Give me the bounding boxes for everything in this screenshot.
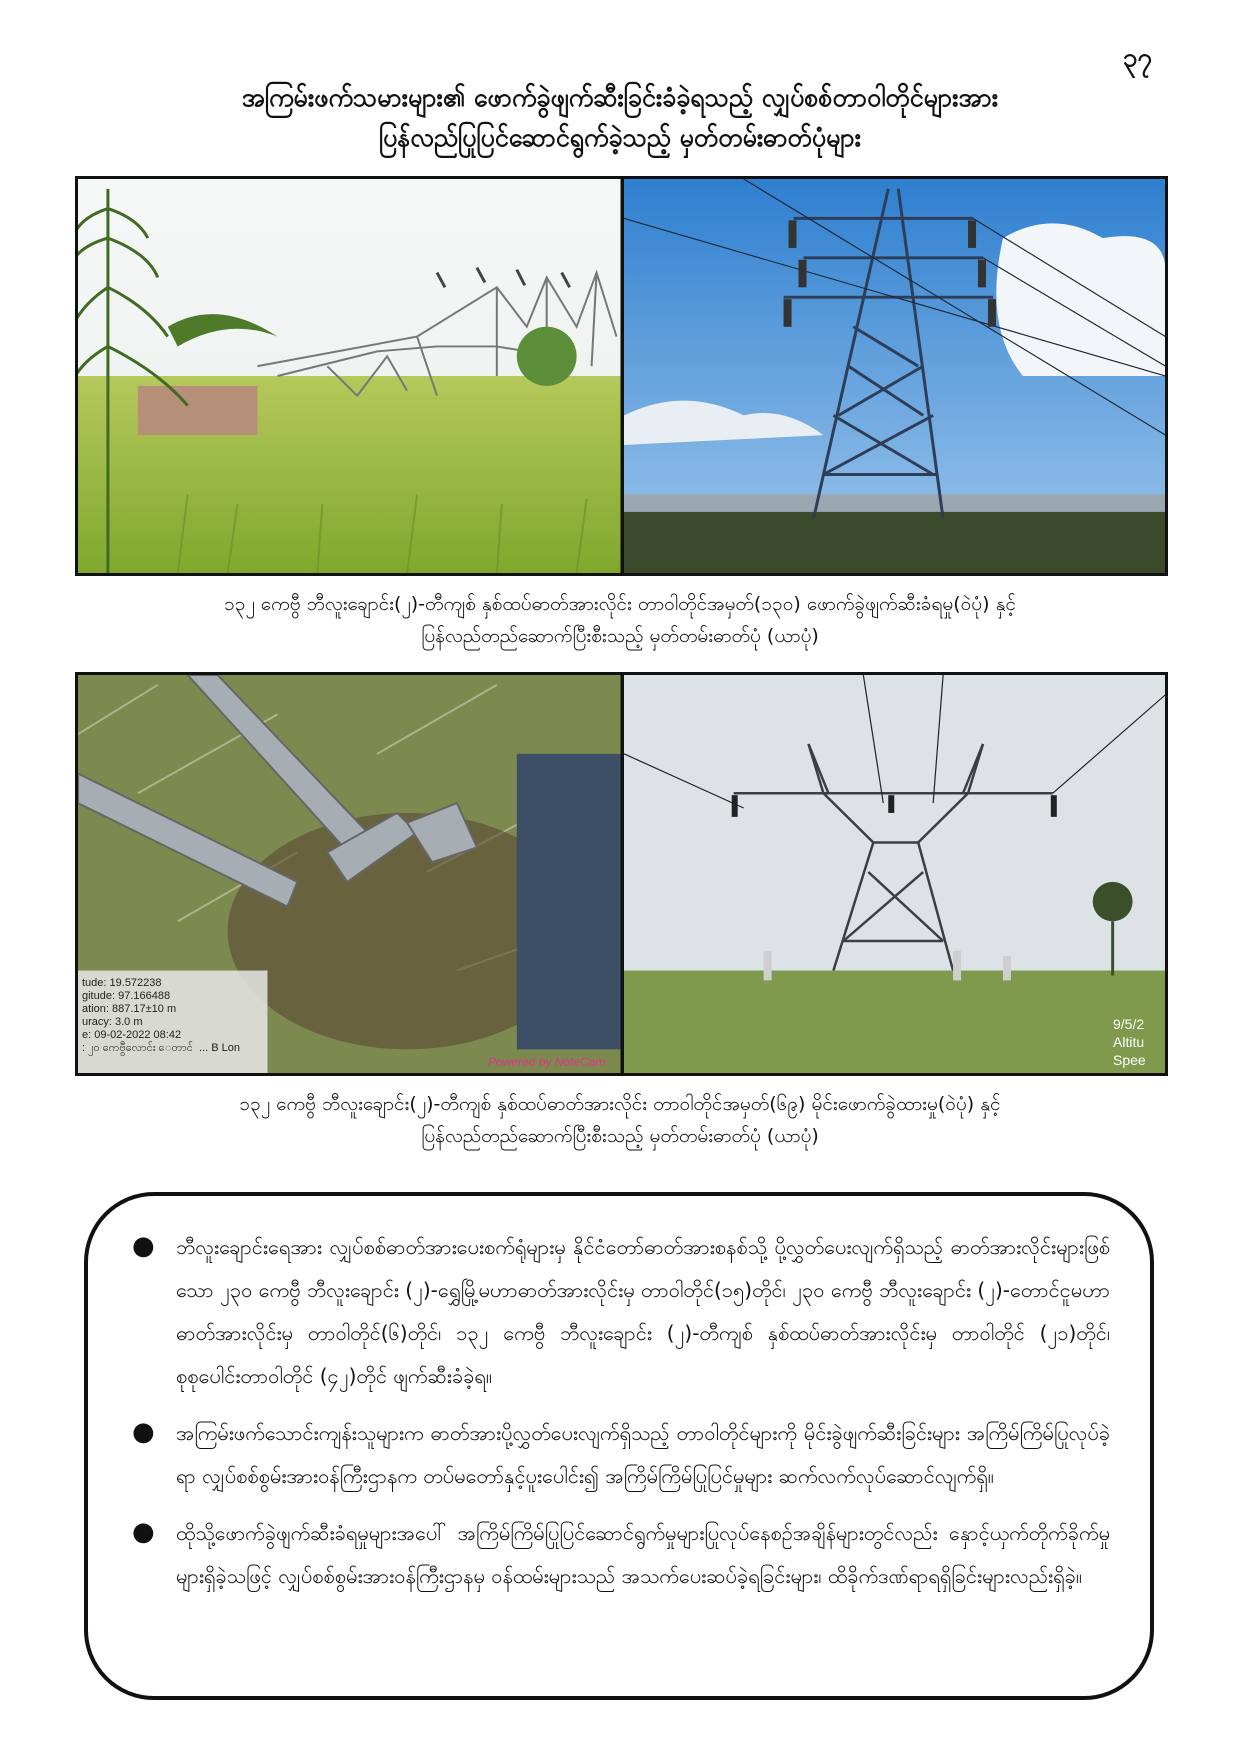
bullet-dot-icon: ● xyxy=(132,1517,155,1547)
photo-collapsed-tower xyxy=(78,179,624,573)
photo-row-2 xyxy=(75,672,1168,1076)
gps-line: uracy: 3.0 m xyxy=(82,1016,143,1028)
page-number: ၃၇ xyxy=(1122,43,1152,73)
page-title xyxy=(120,78,1120,158)
bullet-item xyxy=(128,1226,1110,1398)
stamp-line: Spee xyxy=(1113,1052,1146,1068)
gps-line: tude: 19.572238 xyxy=(82,977,162,989)
caption-2 xyxy=(100,1088,1140,1152)
gps-line: e: 09-02-2022 08:42 xyxy=(82,1029,182,1041)
bullet-dot-icon: ● xyxy=(132,1231,155,1261)
gps-line: ation: 887.17±10 m xyxy=(82,1003,177,1015)
photo-row-1 xyxy=(75,176,1168,576)
photo-rebuilt-tower-2 xyxy=(624,675,1166,1073)
stamp-line: Altitu xyxy=(1113,1034,1145,1050)
bullet-text: အကြမ်းဖက်သောင်းကျန်းသူများက ဓာတ်အားပို့လွှတ်ပေးလျက်ရှိသည့် တာဝါတိုင်များကို မိုင်းခွဲဖျက်ဆီးခြင်းများ အကြိမ်ကြိမ်ပြုလုပ်ခဲ့ရာ လျှပ်စစ်စွမ်းအားဝန်ကြီးဌာနက တပ်မတော်နှင့်ပူးပေါင်း၍ အကြိမ်ကြိမ်ပြုပြင်မှုများ ဆက်လက်လုပ်ဆောင်လျက်ရှိ။ xyxy=(176,1421,1110,1488)
photo-damaged-tower-leg xyxy=(78,675,624,1073)
caption-1-line-2: ပြန်လည်တည်ဆောက်ပြီးစီးသည့် မှတ်တမ်းဓာတ်ပုံ (ယာပုံ) xyxy=(421,625,819,647)
gps-line: : ၂၀ ကေဗွီလောင်း ‌ေတာင် ‌ ... B Lon xyxy=(82,1042,240,1054)
photo-rebuilt-tower-1 xyxy=(624,179,1166,573)
photo-stamp xyxy=(1113,1015,1163,1069)
summary-box xyxy=(84,1192,1154,1700)
gps-overlay xyxy=(82,977,240,1055)
title-line-1: အကြမ်းဖက်သမားများ၏ ဖောက်ခွဲဖျက်ဆီးခြင်းခံခဲ့ရသည့် လျှပ်စစ်တာဝါတိုင်များအား xyxy=(241,83,999,112)
caption-2-line-2: ပြန်လည်တည်ဆောက်ပြီးစီးသည့် မှတ်တမ်းဓာတ်ပုံ (ယာပုံ) xyxy=(421,1125,819,1147)
bullet-item xyxy=(128,1412,1110,1498)
caption-2-line-1: ၁၃၂ ကေဗွီ ဘီလူးချောင်း(၂)-တီကျစ် နှစ်ထပ်ဓာတ်အားလိုင်း တာဝါတိုင်အမှတ်(၆၉) မိုင်းဖောက်ခွဲထားမှု(ဝဲပုံ) နှင့် xyxy=(239,1093,1001,1115)
caption-1-line-1: ၁၃၂ ကေဗွီ ဘီလူးချောင်း(၂)-တီကျစ် နှစ်ထပ်ဓာတ်အားလိုင်း တာဝါတိုင်အမှတ်(၁၃၀) ဖောက်ခွဲဖျက်ဆီးခံရမှု(ဝဲပုံ) နှင့် xyxy=(224,593,1016,615)
bullet-dot-icon: ● xyxy=(132,1417,155,1447)
watermark: Powered by NoteCam xyxy=(488,1055,606,1069)
bullet-text: ဘီလူးချောင်းရေအား လျှပ်စစ်ဓာတ်အားပေးစက်ရုံများမှ နိုင်ငံတော်ဓာတ်အားစနစ်သို့ ပို့လွှတ်ပေးလျက်ရှိသည့် ဓာတ်အားလိုင်းများဖြစ်သော ၂၃၀ ကေဗွီ ဘီလူးချောင်း (၂)-ရွှေမြို့မဟာဓာတ်အားလိုင်းမှ တာဝါတိုင်(၁၅)တိုင်၊ ၂၃၀ ကေဗွီ ဘီလူးချောင်း (၂)-တောင်ငူမဟာဓာတ်အားလိုင်းမှ တာဝါတိုင်(၆)တိုင်၊ ၁၃၂ ကေဗွီ ဘီလူးချောင်း (၂)-တီကျစ် နှစ်ထပ်ဓာတ်အားလိုင်းမှ တာဝါတိုင် (၂၁)တိုင်၊ စုစုပေါင်းတာဝါတိုင် (၄၂)တိုင် ဖျက်ဆီးခံခဲ့ရ။ xyxy=(176,1235,1110,1388)
stamp-line: 9/5/2 xyxy=(1113,1016,1145,1032)
title-line-2: ပြန်လည်ပြုပြင်ဆောင်ရွက်ခဲ့သည့် မှတ်တမ်းဓာတ်ပုံများ xyxy=(378,123,862,152)
gps-line: gitude: 97.166488 xyxy=(82,990,171,1002)
caption-1 xyxy=(100,588,1140,652)
bullet-item xyxy=(128,1512,1110,1598)
bullet-text: ထိုသို့ဖောက်ခွဲဖျက်ဆီးခံရမှုများအပေါ် အကြိမ်ကြိမ်ပြုပြင်ဆောင်ရွက်မှုများပြုလုပ်နေစဉ်အချိန်များတွင်လည်း နှောင့်ယှက်တိုက်ခိုက်မှုများရှိခဲ့သဖြင့် လျှပ်စစ်စွမ်းအားဝန်ကြီးဌာနမှ ဝန်ထမ်းများသည် အသက်ပေးဆပ်ခဲ့ရခြင်းများ၊ ထိခိုက်ဒဏ်ရာရရှိခြင်းများလည်းရှိခဲ့။ xyxy=(176,1521,1110,1588)
